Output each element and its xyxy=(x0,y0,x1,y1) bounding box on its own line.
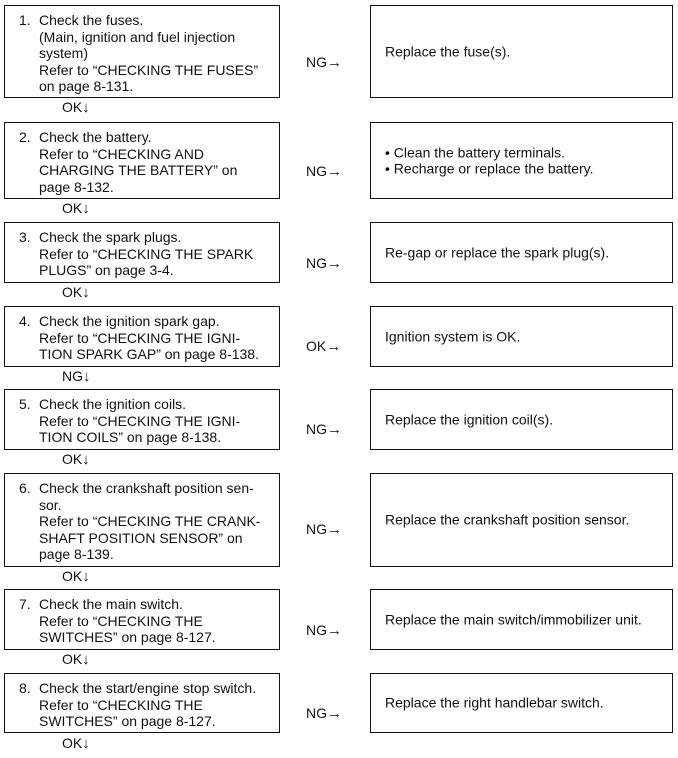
side-branch-label: NG→ xyxy=(306,622,342,639)
down-arrow-icon: ↓ xyxy=(82,99,90,116)
action-text: • Clean the battery terminals. • Recharge or replace the battery. xyxy=(385,143,594,177)
check-box-4 xyxy=(4,306,280,367)
right-arrow-icon: → xyxy=(327,521,342,538)
action-box-6 xyxy=(370,473,673,567)
down-branch-label: NG↓ xyxy=(62,368,91,385)
side-branch-label: OK→ xyxy=(306,338,342,355)
action-text: Replace the main switch/immobilizer unit. xyxy=(385,611,642,628)
down-arrow-icon: ↓ xyxy=(82,200,90,217)
step-number: 1. xyxy=(19,12,31,28)
side-branch-label: NG→ xyxy=(306,705,342,722)
step-number: 2. xyxy=(19,129,31,145)
action-text: Re-gap or replace the spark plug(s). xyxy=(385,244,610,261)
down-branch-label: OK↓ xyxy=(62,200,90,217)
check-text: Check the ignition spark gap. Refer to “CHECKING THE IGNI- TION SPARK GAP” on page 8-138. xyxy=(39,313,259,363)
action-text: Ignition system is OK. xyxy=(385,328,521,345)
right-arrow-icon: → xyxy=(327,54,342,71)
check-text: Check the ignition coils. Refer to “CHECKING THE IGNI- TION COILS” on page 8-138. xyxy=(39,396,241,446)
down-branch-label: OK↓ xyxy=(62,651,90,668)
down-arrow-icon: ↓ xyxy=(82,568,90,585)
down-arrow-icon: ↓ xyxy=(83,368,91,385)
check-text: Check the battery. Refer to “CHECKING AND CHARGING THE BATTERY” on page 8-132. xyxy=(39,129,238,195)
action-box-8 xyxy=(370,673,673,733)
check-box-8 xyxy=(4,673,280,733)
step-number: 3. xyxy=(19,229,31,245)
check-text: Check the crankshaft position sen- sor. Refer to “CHECKING THE CRANK- SHAFT POSITION SENSOR” on page 8-139. xyxy=(39,480,261,563)
check-text: Check the main switch. Refer to “CHECKING THE SWITCHES” on page 8-127. xyxy=(39,596,216,646)
action-box-5 xyxy=(370,389,673,450)
right-arrow-icon: → xyxy=(326,338,342,355)
check-box-3 xyxy=(4,222,280,283)
down-branch-label: OK↓ xyxy=(62,568,90,585)
down-branch-label: OK↓ xyxy=(62,735,90,752)
action-text: Replace the fuse(s). xyxy=(385,43,511,60)
down-branch-label: OK↓ xyxy=(62,99,90,116)
down-arrow-icon: ↓ xyxy=(82,651,90,668)
action-box-7 xyxy=(370,589,673,650)
right-arrow-icon: → xyxy=(327,705,342,722)
action-box-2 xyxy=(370,122,673,199)
down-branch-label: OK↓ xyxy=(62,284,90,301)
side-branch-label: NG→ xyxy=(306,255,342,272)
right-arrow-icon: → xyxy=(327,163,342,180)
check-box-6 xyxy=(4,473,280,567)
step-number: 5. xyxy=(19,396,31,412)
step-number: 7. xyxy=(19,596,31,612)
right-arrow-icon: → xyxy=(327,255,342,272)
side-branch-label: NG→ xyxy=(306,421,342,438)
down-arrow-icon: ↓ xyxy=(82,735,90,752)
check-text: Check the fuses. (Main, ignition and fuel injection system) Refer to “CHECKING THE FUSES” on page 8-131. xyxy=(39,12,259,95)
right-arrow-icon: → xyxy=(327,421,342,438)
check-box-7 xyxy=(4,589,280,650)
action-box-4 xyxy=(370,306,673,367)
action-box-1 xyxy=(370,5,673,98)
side-branch-label: NG→ xyxy=(306,54,342,71)
down-arrow-icon: ↓ xyxy=(82,284,90,301)
step-number: 8. xyxy=(19,680,31,696)
side-branch-label: NG→ xyxy=(306,521,342,538)
action-box-3 xyxy=(370,222,673,283)
action-text: Replace the crankshaft position sensor. xyxy=(385,511,630,528)
step-number: 6. xyxy=(19,480,31,496)
side-branch-label: NG→ xyxy=(306,163,342,180)
check-box-1 xyxy=(4,5,280,98)
down-arrow-icon: ↓ xyxy=(82,451,90,468)
step-number: 4. xyxy=(19,313,31,329)
check-text: Check the start/engine stop switch. Refer to “CHECKING THE SWITCHES” on page 8-127. xyxy=(39,680,257,730)
check-box-2 xyxy=(4,122,280,199)
down-branch-label: OK↓ xyxy=(62,451,90,468)
action-text: Replace the ignition coil(s). xyxy=(385,411,554,428)
action-text: Replace the right handlebar switch. xyxy=(385,694,604,711)
check-box-5 xyxy=(4,389,280,450)
check-text: Check the spark plugs. Refer to “CHECKING THE SPARK PLUGS” on page 3-4. xyxy=(39,229,254,279)
right-arrow-icon: → xyxy=(327,622,342,639)
